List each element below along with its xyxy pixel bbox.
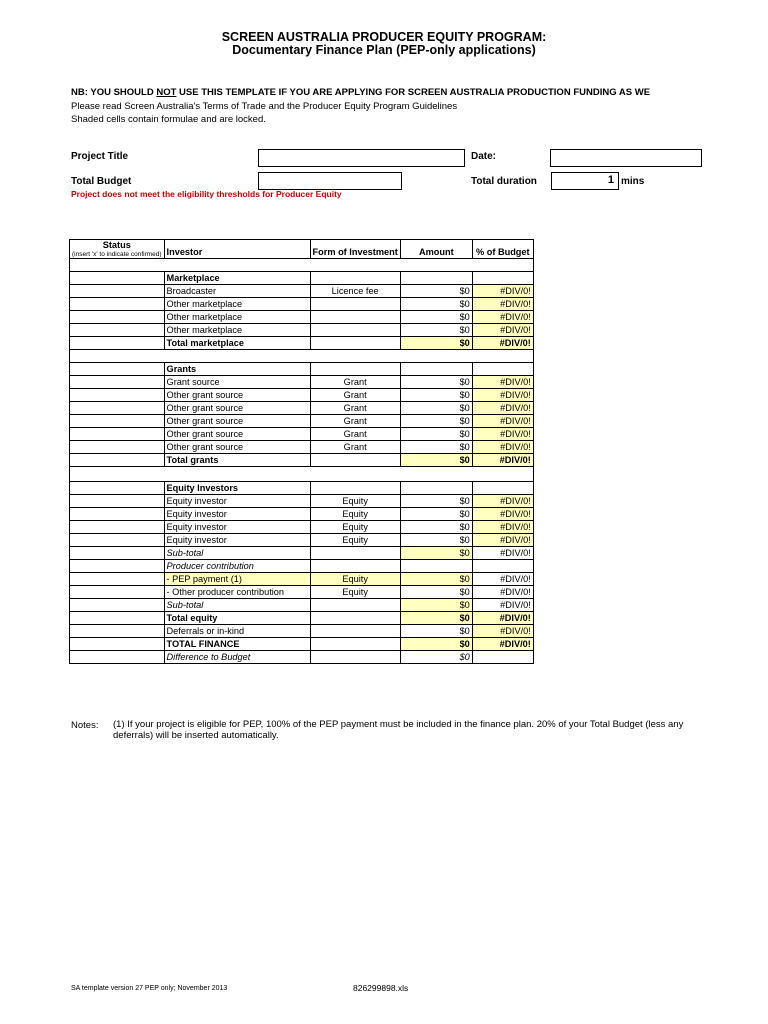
status-cell[interactable]	[70, 272, 165, 285]
nb-prefix: NB: YOU SHOULD	[71, 87, 157, 98]
footer-version: SA template version 27 PEP only; November 2013	[71, 985, 228, 992]
investor-cell[interactable]: Other grant source	[164, 389, 310, 402]
total-pct: #DIV/0!	[472, 638, 533, 651]
total-budget-field[interactable]	[258, 172, 402, 190]
table-row	[70, 285, 534, 298]
section-heading-equity	[70, 482, 534, 495]
empty-cell	[472, 651, 533, 664]
document-title: SCREEN AUSTRALIA PRODUCER EQUITY PROGRAM:	[221, 30, 547, 44]
pep-pct: #DIV/0!	[472, 573, 533, 586]
table-row	[70, 402, 534, 415]
amount-cell[interactable]: $0	[400, 521, 472, 534]
empty-cell	[472, 560, 533, 573]
col-form: Form of Investment	[310, 240, 400, 259]
other-producer-form[interactable]: Equity	[310, 586, 400, 599]
project-title-field[interactable]	[258, 149, 465, 167]
total-label: Total marketplace	[164, 337, 310, 350]
pct-cell: #DIV/0!	[472, 428, 533, 441]
status-cell[interactable]	[70, 298, 165, 311]
subtotal-pct: #DIV/0!	[472, 547, 533, 560]
investor-cell[interactable]: Equity investor	[164, 508, 310, 521]
subtotal-amount: $0	[400, 599, 472, 612]
nb-suffix: USE THIS TEMPLATE IF YOU ARE APPLYING FOR SCREEN AUSTRALIA PRODUCTION FUNDING AS WE	[176, 87, 651, 98]
empty-cell	[310, 454, 400, 467]
total-label: Total equity	[164, 612, 310, 625]
spacer-row	[70, 259, 534, 272]
deferrals-label: Deferrals or in-kind	[164, 625, 310, 638]
total-amount: $0	[400, 612, 472, 625]
total-label: TOTAL FINANCE	[164, 638, 310, 651]
status-cell	[70, 599, 165, 612]
status-cell[interactable]	[70, 285, 165, 298]
status-cell[interactable]	[70, 495, 165, 508]
amount-cell[interactable]: $0	[400, 508, 472, 521]
investor-cell[interactable]: Broadcaster	[164, 285, 310, 298]
footer-filename: 826299898.xls	[353, 983, 409, 993]
amount-cell[interactable]: $0	[400, 389, 472, 402]
difference-row	[70, 651, 534, 664]
total-amount: $0	[400, 337, 472, 350]
deferrals-pct: #DIV/0!	[472, 625, 533, 638]
status-cell[interactable]	[70, 521, 165, 534]
amount-cell[interactable]: $0	[400, 441, 472, 454]
nb-warning	[71, 87, 650, 98]
amount-cell[interactable]: $0	[400, 324, 472, 337]
amount-cell[interactable]: $0	[400, 285, 472, 298]
investor-cell[interactable]: Equity investor	[164, 534, 310, 547]
empty-cell	[472, 272, 533, 285]
difference-amount: $0	[400, 651, 472, 664]
empty-cell	[400, 560, 472, 573]
pct-cell: #DIV/0!	[472, 441, 533, 454]
table-row	[70, 324, 534, 337]
empty-cell	[310, 363, 400, 376]
status-cell[interactable]	[70, 625, 165, 638]
date-field[interactable]	[550, 149, 702, 167]
pep-form: Equity	[310, 573, 400, 586]
section-heading: Marketplace	[164, 272, 310, 285]
empty-cell	[70, 651, 165, 664]
date-label: Date:	[471, 151, 497, 162]
form-cell[interactable]: Licence fee	[310, 285, 400, 298]
table-row	[70, 441, 534, 454]
investor-cell[interactable]: Other grant source	[164, 441, 310, 454]
status-cell	[70, 547, 165, 560]
total-finance-row	[70, 638, 534, 651]
producer-contribution-heading: Producer contribution	[164, 560, 310, 573]
notes-label: Notes:	[71, 720, 99, 731]
pep-amount: $0	[400, 573, 472, 586]
pct-cell: #DIV/0!	[472, 402, 533, 415]
col-amount: Amount	[400, 240, 472, 259]
empty-cell	[310, 337, 400, 350]
status-cell[interactable]	[70, 363, 165, 376]
status-cell[interactable]	[70, 534, 165, 547]
form-cell[interactable]: Grant	[310, 415, 400, 428]
empty-cell	[310, 651, 400, 664]
empty-cell	[400, 363, 472, 376]
pct-cell: #DIV/0!	[472, 415, 533, 428]
empty-cell	[310, 547, 400, 560]
form-cell[interactable]	[310, 324, 400, 337]
eligibility-warning: Project does not meet the eligibility thresholds for Producer Equity	[71, 189, 342, 199]
other-producer-row	[70, 586, 534, 599]
table-row	[70, 495, 534, 508]
col-status	[70, 240, 165, 259]
other-producer-amount[interactable]: $0	[400, 586, 472, 599]
empty-cell	[472, 363, 533, 376]
total-amount: $0	[400, 454, 472, 467]
section-heading-marketplace	[70, 272, 534, 285]
form-cell[interactable]	[310, 311, 400, 324]
pep-payment-label: - PEP payment (1)	[164, 573, 310, 586]
pct-cell: #DIV/0!	[472, 298, 533, 311]
amount-cell[interactable]: $0	[400, 495, 472, 508]
status-cell[interactable]	[70, 415, 165, 428]
empty-cell	[400, 272, 472, 285]
empty-cell	[310, 482, 400, 495]
empty-cell	[310, 599, 400, 612]
spacer-row	[70, 467, 534, 482]
table-row	[70, 389, 534, 402]
investor-cell[interactable]: Grant source	[164, 376, 310, 389]
status-cell[interactable]	[70, 311, 165, 324]
status-cell	[70, 560, 165, 573]
subtotal-amount: $0	[400, 547, 472, 560]
total-pct: #DIV/0!	[472, 612, 533, 625]
table-row	[70, 521, 534, 534]
producer-contribution-row	[70, 560, 534, 573]
empty-cell	[310, 638, 400, 651]
section-heading-grants	[70, 363, 534, 376]
pct-cell: #DIV/0!	[472, 285, 533, 298]
section-heading: Equity Investors	[164, 482, 310, 495]
pct-cell: #DIV/0!	[472, 508, 533, 521]
amount-cell[interactable]: $0	[400, 311, 472, 324]
form-cell[interactable]: Grant	[310, 389, 400, 402]
col-investor: Investor	[164, 240, 310, 259]
table-row	[70, 311, 534, 324]
status-cell	[70, 612, 165, 625]
status-cell[interactable]	[70, 441, 165, 454]
status-cell[interactable]	[70, 508, 165, 521]
amount-cell[interactable]: $0	[400, 415, 472, 428]
pct-cell: #DIV/0!	[472, 534, 533, 547]
total-pct: #DIV/0!	[472, 454, 533, 467]
section-heading: Grants	[164, 363, 310, 376]
subtotal-row	[70, 547, 534, 560]
spacer-row	[70, 350, 534, 363]
form-cell[interactable]: Equity	[310, 495, 400, 508]
total-duration-value: 1	[607, 174, 614, 186]
table-row	[70, 415, 534, 428]
total-budget-label: Total Budget	[71, 176, 132, 187]
finance-plan-table	[69, 239, 534, 664]
col-status-label: Status	[102, 240, 131, 250]
pct-cell: #DIV/0!	[472, 324, 533, 337]
subtotal-label: Sub-total	[164, 547, 310, 560]
pct-cell: #DIV/0!	[472, 311, 533, 324]
subtotal-row	[70, 599, 534, 612]
empty-cell	[310, 612, 400, 625]
empty-cell	[310, 560, 400, 573]
table-header-row	[70, 240, 534, 259]
form-cell[interactable]: Equity	[310, 508, 400, 521]
form-cell[interactable]: Equity	[310, 534, 400, 547]
status-cell[interactable]	[70, 428, 165, 441]
pct-cell: #DIV/0!	[472, 389, 533, 402]
col-status-note: (insert 'x' to indicate confirmed)	[72, 251, 162, 258]
status-cell[interactable]	[70, 376, 165, 389]
total-pct: #DIV/0!	[472, 337, 533, 350]
amount-cell[interactable]: $0	[400, 402, 472, 415]
form-cell[interactable]: Grant	[310, 428, 400, 441]
status-cell	[70, 638, 165, 651]
other-producer-pct: #DIV/0!	[472, 586, 533, 599]
form-cell[interactable]: Equity	[310, 521, 400, 534]
deferrals-amount[interactable]: $0	[400, 625, 472, 638]
form-cell[interactable]: Grant	[310, 376, 400, 389]
form-cell[interactable]	[310, 298, 400, 311]
investor-cell[interactable]: Equity investor	[164, 521, 310, 534]
status-cell[interactable]	[70, 324, 165, 337]
investor-cell[interactable]: Other grant source	[164, 402, 310, 415]
other-producer-label[interactable]: - Other producer contribution	[164, 586, 310, 599]
total-marketplace-row	[70, 337, 534, 350]
info-line-1: Please read Screen Australia's Terms of Trade and the Producer Equity Program Guidelines	[71, 101, 458, 112]
table-row	[70, 298, 534, 311]
total-equity-row	[70, 612, 534, 625]
table-row	[70, 534, 534, 547]
amount-cell[interactable]: $0	[400, 376, 472, 389]
pct-cell: #DIV/0!	[472, 376, 533, 389]
notes-text: (1) If your project is eligible for PEP, 100% of the PEP payment must be included in the finance plan. 20% of your Total Budget (less any deferrals) will be inserted automatically.	[113, 719, 684, 741]
total-label: Total grants	[164, 454, 310, 467]
status-cell	[70, 454, 165, 467]
difference-label: Difference to Budget	[164, 651, 310, 664]
empty-cell	[472, 482, 533, 495]
investor-cell[interactable]: Other marketplace	[164, 298, 310, 311]
table-row	[70, 508, 534, 521]
pct-cell: #DIV/0!	[472, 495, 533, 508]
deferrals-row	[70, 625, 534, 638]
col-pct: % of Budget	[472, 240, 533, 259]
investor-cell[interactable]: Other grant source	[164, 428, 310, 441]
info-line-2: Shaded cells contain formulae and are locked.	[71, 114, 266, 125]
investor-cell[interactable]: Other marketplace	[164, 324, 310, 337]
total-duration-field[interactable]	[551, 172, 619, 190]
status-cell[interactable]	[70, 482, 165, 495]
form-cell[interactable]: Grant	[310, 402, 400, 415]
status-cell[interactable]	[70, 389, 165, 402]
subtotal-pct: #DIV/0!	[472, 599, 533, 612]
document-subtitle: Documentary Finance Plan (PEP-only applications)	[232, 43, 536, 57]
subtotal-label: Sub-total	[164, 599, 310, 612]
empty-cell	[310, 272, 400, 285]
table-row	[70, 428, 534, 441]
investor-cell[interactable]: Other grant source	[164, 415, 310, 428]
status-cell[interactable]	[70, 402, 165, 415]
amount-cell[interactable]: $0	[400, 534, 472, 547]
total-duration-label: Total duration	[471, 176, 537, 187]
status-cell[interactable]	[70, 573, 165, 586]
pep-payment-row	[70, 573, 534, 586]
empty-cell	[310, 625, 400, 638]
table-row	[70, 376, 534, 389]
total-duration-unit: mins	[621, 176, 645, 187]
amount-cell[interactable]: $0	[400, 298, 472, 311]
total-amount: $0	[400, 638, 472, 651]
amount-cell[interactable]: $0	[400, 428, 472, 441]
project-title-label: Project Title	[71, 151, 129, 162]
pct-cell: #DIV/0!	[472, 521, 533, 534]
nb-not: NOT	[156, 87, 177, 98]
form-cell[interactable]: Grant	[310, 441, 400, 454]
status-cell	[70, 337, 165, 350]
total-grants-row	[70, 454, 534, 467]
status-cell[interactable]	[70, 586, 165, 599]
investor-cell[interactable]: Equity investor	[164, 495, 310, 508]
empty-cell	[400, 482, 472, 495]
investor-cell[interactable]: Other marketplace	[164, 311, 310, 324]
